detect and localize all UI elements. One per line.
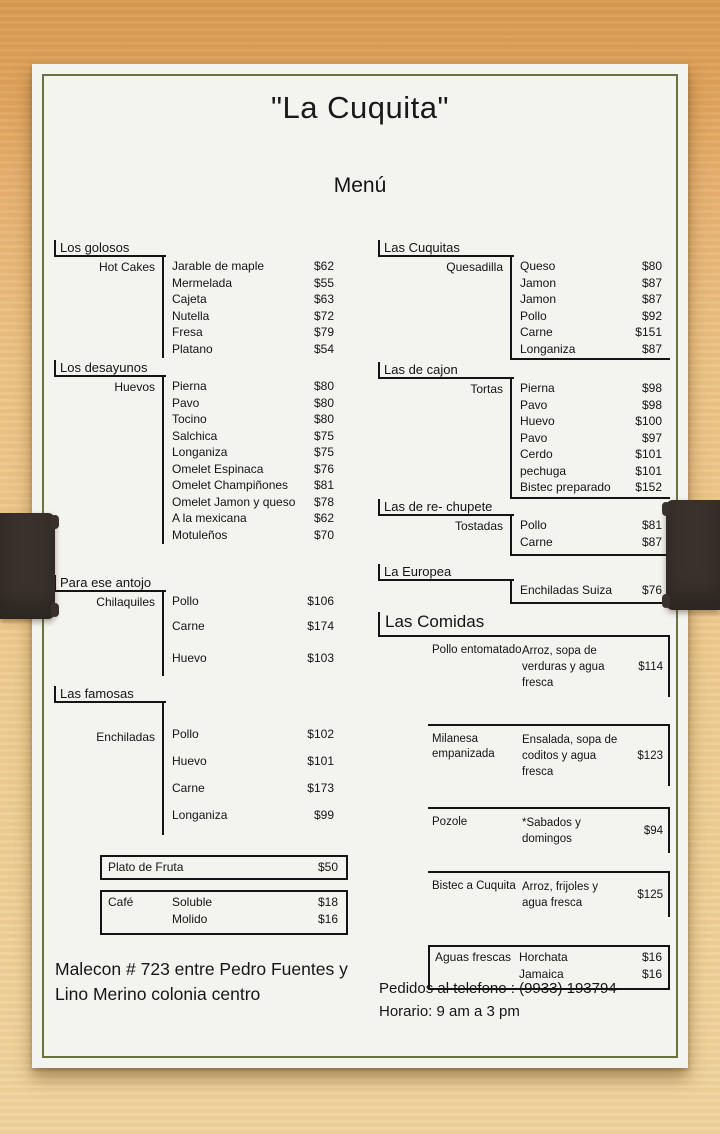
- item-name: Huevo: [172, 651, 207, 665]
- section-header: Los desayunos: [54, 360, 166, 377]
- item-price: $76: [641, 582, 662, 597]
- item-price: $70: [313, 527, 334, 542]
- item-price: $63: [313, 292, 334, 306]
- item-name: Bistec a Cuquita: [432, 880, 516, 893]
- item-name: Milanesa empanizada: [432, 732, 495, 761]
- item-name: Horchata: [519, 950, 568, 965]
- section-sublabel: Chilaquiles: [54, 592, 164, 676]
- section-header: Las de re- chupete: [378, 499, 514, 516]
- item-name: Omelet Espinaca: [172, 461, 264, 476]
- item-name: Pollo: [172, 727, 199, 741]
- menu-item-row: [172, 259, 346, 276]
- menu-item-row: [172, 781, 346, 808]
- item-price: $54: [313, 341, 334, 356]
- menu-item-row: [520, 431, 670, 448]
- item-price: $106: [307, 594, 334, 608]
- item-name: Pollo: [172, 594, 199, 608]
- phone-line: Pedidos al telefono : (9933) 193794: [379, 980, 617, 997]
- item-price: $50: [317, 860, 338, 874]
- item-price: $87: [641, 292, 662, 306]
- item-name: Pierna: [520, 381, 555, 395]
- page-title: "La Cuquita": [271, 90, 449, 125]
- section-header: Para ese antojo: [54, 575, 166, 592]
- menu-item-row: [172, 808, 346, 835]
- item-price: $80: [313, 412, 334, 426]
- binder-clip-right: [666, 500, 720, 610]
- item-price: $101: [307, 754, 334, 768]
- menu-item-row: [520, 276, 670, 293]
- menu-item-row: [172, 651, 346, 676]
- menu-item-row: [520, 325, 670, 342]
- fruit-plate-box: [100, 855, 348, 880]
- menu-item-row: [172, 412, 346, 429]
- item-name: Queso: [520, 259, 556, 273]
- item-name: Jarable de maple: [172, 259, 265, 273]
- contact-text: [379, 977, 617, 1024]
- item-price: $16: [641, 950, 662, 965]
- item-price: $79: [313, 325, 334, 339]
- item-name: Pozole: [432, 816, 468, 829]
- item-price: $103: [307, 651, 334, 665]
- menu-item-row: [172, 912, 338, 929]
- item-name: Cerdo: [520, 447, 553, 461]
- comida-item: [428, 807, 670, 853]
- comida-item: [428, 724, 670, 786]
- item-price: $18: [317, 895, 338, 909]
- item-price: $152: [635, 480, 662, 494]
- section-los-golosos: [54, 240, 346, 358]
- item-name: Jamaica: [519, 967, 564, 982]
- section-header: Las Cuquitas: [378, 240, 514, 257]
- item-name: Pollo: [520, 308, 547, 323]
- item-name: Café: [108, 895, 134, 909]
- menu-item-row: [519, 950, 662, 967]
- menu-item-row: [172, 895, 338, 912]
- item-price: $98: [641, 381, 662, 395]
- menu-item-row: [520, 259, 670, 276]
- menu-item-row: [172, 429, 346, 446]
- section-sublabel: Tortas: [378, 379, 512, 499]
- address-line-2: Lino Merino colonia centro: [55, 984, 261, 1005]
- menu-item-row: [172, 292, 346, 309]
- item-name: Longaniza: [172, 445, 228, 459]
- menu-column-left: [54, 240, 346, 935]
- menu-item-row: [172, 478, 346, 495]
- menu-item-row: [520, 464, 670, 481]
- item-price: $101: [635, 447, 662, 461]
- item-price: $101: [635, 463, 662, 478]
- item-description: Ensalada, sopa de coditos y agua fresca: [522, 733, 618, 778]
- item-price: $97: [641, 430, 662, 445]
- item-price: $87: [641, 275, 662, 290]
- item-name: Carne: [172, 619, 205, 633]
- menu-item-row: [520, 381, 670, 398]
- item-name: Jamon: [520, 292, 557, 306]
- hours-line: Horario: 9 am a 3 pm: [379, 1003, 520, 1021]
- item-name: Cajeta: [172, 292, 207, 306]
- section-las-de-re-chupete: [378, 499, 670, 556]
- item-price: $80: [313, 379, 334, 393]
- section-header: Las famosas: [54, 686, 166, 703]
- item-price: $72: [313, 308, 334, 323]
- menu-item-row: [172, 325, 346, 342]
- menu-item-row: [520, 518, 670, 535]
- section-sublabel: Huevos: [54, 377, 164, 544]
- item-name: Pavo: [520, 430, 548, 445]
- item-name: Enchiladas Suiza: [520, 582, 613, 597]
- address-text: [55, 957, 348, 1008]
- item-price: $16: [317, 912, 338, 926]
- item-name: Omelet Jamon y queso: [172, 494, 296, 509]
- menu-item-row: [172, 445, 346, 462]
- item-price: $125: [637, 889, 663, 902]
- item-price: $62: [313, 511, 334, 525]
- menu-item-row: [172, 511, 346, 528]
- item-description: Arroz, sopa de verduras y agua fresca: [522, 644, 605, 689]
- item-price: $173: [307, 781, 334, 795]
- menu-item-row: [520, 398, 670, 415]
- menu-item-row: [172, 309, 346, 326]
- section-los-desayunos: [54, 360, 346, 544]
- item-name: Bistec preparado: [520, 480, 611, 494]
- item-name: A la mexicana: [172, 511, 247, 525]
- section-sublabel: Hot Cakes: [54, 257, 164, 358]
- item-price: $92: [641, 308, 662, 323]
- item-name: Longaniza: [520, 341, 576, 356]
- item-name: Jamon: [520, 275, 557, 290]
- item-name: Salchica: [172, 428, 218, 443]
- item-name: Aguas frescas: [435, 950, 512, 965]
- item-price: $81: [313, 478, 334, 492]
- item-name: Pollo entomatado: [432, 643, 522, 656]
- menu-item-row: [520, 414, 670, 431]
- item-price: $80: [641, 259, 662, 273]
- item-name: pechuga: [520, 463, 567, 478]
- comida-item: [428, 637, 670, 697]
- menu-item-row: [172, 495, 346, 512]
- item-price: $80: [313, 395, 334, 410]
- section-sublabel: Tostadas: [378, 516, 512, 556]
- item-name: Molido: [172, 912, 208, 926]
- item-price: $62: [313, 259, 334, 273]
- item-price: $99: [313, 808, 334, 822]
- section-header: La Europea: [378, 564, 514, 581]
- menu-item-row: [172, 619, 346, 644]
- item-name: Plato de Fruta: [108, 860, 184, 874]
- menu-item-row: [520, 292, 670, 309]
- menu-item-row: [520, 535, 670, 552]
- item-name: Pierna: [172, 379, 207, 393]
- item-name: Tocino: [172, 412, 207, 426]
- item-price: $75: [313, 428, 334, 443]
- section-header: Las Comidas: [378, 612, 670, 637]
- menu-item-row: [172, 379, 346, 396]
- item-price: $114: [638, 660, 663, 673]
- item-name: Nutella: [172, 308, 210, 323]
- item-price: $75: [313, 445, 334, 459]
- binder-clip-left: [0, 513, 55, 619]
- item-description: *Sabados y domingos: [522, 817, 581, 846]
- item-price: $55: [313, 275, 334, 290]
- item-price: $151: [635, 325, 662, 339]
- menu-subtitle: Menú: [333, 174, 387, 197]
- item-name: Huevo: [172, 754, 207, 768]
- comida-item: [428, 871, 670, 917]
- item-name: Carne: [520, 534, 553, 549]
- section-sublabel: Enchiladas: [54, 703, 164, 835]
- item-price: $123: [637, 749, 663, 762]
- section-header: Las de cajon: [378, 362, 514, 379]
- item-name: Omelet Champiñones: [172, 478, 289, 492]
- menu-item-row: [172, 754, 346, 781]
- item-price: $81: [641, 517, 662, 532]
- section-las-de-cajon: [378, 362, 670, 499]
- menu-item-row: [520, 583, 670, 600]
- item-name: Huevo: [520, 414, 555, 428]
- item-name: Fresa: [172, 325, 203, 339]
- section-sublabel: Quesadilla: [378, 257, 512, 360]
- section-header: Los golosos: [54, 240, 166, 257]
- address-line-1: Malecon # 723 entre Pedro Fuentes y: [55, 959, 348, 979]
- menu-item-row: [520, 447, 670, 464]
- item-name: Soluble: [172, 895, 213, 909]
- menu-item-row: [172, 342, 346, 359]
- menu-item-row: [520, 342, 670, 359]
- item-name: Pavo: [520, 397, 548, 412]
- menu-item-row: [172, 727, 346, 754]
- section-la-europea: [378, 564, 670, 604]
- menu-item-row: [172, 396, 346, 413]
- item-name: Carne: [520, 325, 553, 339]
- section-las-comidas: [378, 612, 670, 918]
- item-price: $98: [641, 397, 662, 412]
- section-las-cuquitas: [378, 240, 670, 360]
- item-price: $76: [313, 461, 334, 476]
- menu-page: [32, 64, 688, 1068]
- coffee-box: [100, 890, 348, 935]
- menu-item-row: [520, 309, 670, 326]
- item-name: Motuleños: [172, 527, 228, 542]
- item-name: Longaniza: [172, 808, 228, 822]
- menu-item-row: [172, 528, 346, 545]
- item-description: Arroz, frijoles y agua fresca: [522, 881, 599, 910]
- item-price: $100: [635, 414, 662, 428]
- item-price: $78: [313, 494, 334, 509]
- item-price: $102: [307, 727, 334, 741]
- item-price: $174: [307, 619, 334, 633]
- item-price: $87: [641, 534, 662, 549]
- menu-item-row: [172, 462, 346, 479]
- menu-item-row: [172, 276, 346, 293]
- item-name: Mermelada: [172, 275, 233, 290]
- item-name: Platano: [172, 341, 213, 356]
- item-price: $16: [641, 967, 662, 982]
- item-price: $87: [641, 341, 662, 356]
- item-price: $94: [643, 825, 663, 838]
- section-sublabel: [378, 581, 512, 604]
- menu-item-row: [520, 480, 670, 497]
- section-las-famosas: [54, 686, 346, 835]
- item-name: Pavo: [172, 395, 200, 410]
- item-name: Pollo: [520, 517, 547, 532]
- item-name: Carne: [172, 781, 205, 795]
- section-para-ese-antojo: [54, 575, 346, 676]
- menu-column-right: [378, 240, 670, 990]
- menu-item-row: [172, 594, 346, 619]
